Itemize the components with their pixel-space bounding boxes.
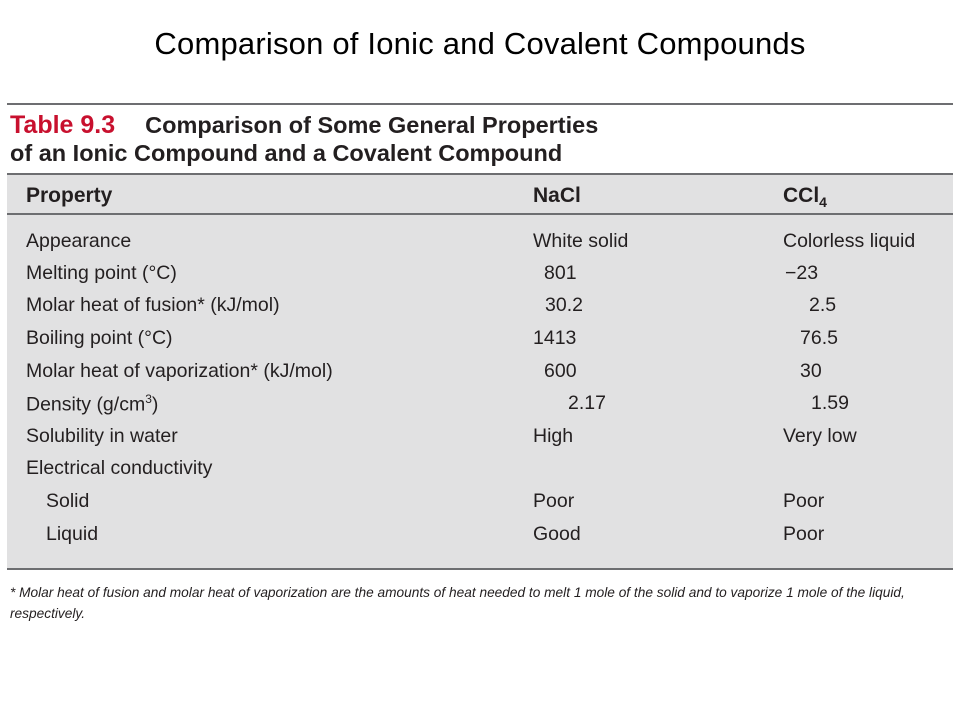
header-bottom-rule <box>7 213 953 215</box>
header-top-rule <box>7 173 953 175</box>
row-solubility-ccl4: Very low <box>783 425 857 447</box>
row-boiling-point-ccl4: 76.5 <box>800 327 838 349</box>
row-density-property <box>26 392 158 417</box>
row-melting-point-property: Melting point (°C) <box>26 262 177 284</box>
row-density-property-superscript: 3 <box>145 392 152 406</box>
table-footnote: * Molar heat of fusion and molar heat of vaporization are the amounts of heat needed to melt 1 mole of the solid and to vaporize 1 mole of the liquid, respectively. <box>10 585 905 621</box>
row-density-property-end: ) <box>151 393 159 416</box>
row-boiling-point-nacl: 1413 <box>533 327 577 349</box>
row-density-ccl4: 1.59 <box>811 392 849 414</box>
row-liquid-property: Liquid <box>46 523 99 545</box>
header-nacl: NaCl <box>533 184 581 207</box>
slide-title: Comparison of Ionic and Covalent Compounds <box>154 26 806 61</box>
row-solid-ccl4: Poor <box>783 490 825 512</box>
row-appearance-property: Appearance <box>26 230 132 252</box>
row-melting-point-nacl: 801 <box>544 262 577 284</box>
row-melting-point-ccl4: −23 <box>785 262 819 284</box>
row-electrical-conductivity-property: Electrical conductivity <box>26 457 213 479</box>
table-caption <box>10 111 598 167</box>
row-appearance-nacl: White solid <box>533 230 629 252</box>
row-solid-property: Solid <box>46 490 90 512</box>
row-heat-of-fusion-nacl: 30.2 <box>545 294 583 316</box>
row-liquid-nacl: Good <box>533 523 581 545</box>
row-liquid-ccl4: Poor <box>783 523 825 545</box>
table-caption-line1: Comparison of Some General Properties <box>145 112 599 138</box>
table-label: Table 9.3 <box>10 111 116 139</box>
row-heat-of-vaporization-property: Molar heat of vaporization* (kJ/mol) <box>26 360 333 382</box>
header-property: Property <box>26 184 113 207</box>
row-heat-of-fusion-ccl4: 2.5 <box>809 294 837 316</box>
row-solubility-property: Solubility in water <box>26 425 178 447</box>
row-boiling-point-property: Boiling point (°C) <box>26 327 173 349</box>
row-solid-nacl: Poor <box>533 490 575 512</box>
row-solubility-nacl: High <box>533 425 574 447</box>
row-heat-of-vaporization-nacl: 600 <box>544 360 577 382</box>
header-ccl4-subscript: 4 <box>819 194 827 211</box>
header-ccl4 <box>783 184 827 210</box>
table-bottom-rule <box>7 568 953 570</box>
row-heat-of-vaporization-ccl4: 30 <box>800 360 822 382</box>
header-ccl4-base: CCl <box>783 184 820 207</box>
row-heat-of-fusion-property: Molar heat of fusion* (kJ/mol) <box>26 294 280 316</box>
table-top-rule <box>7 103 953 105</box>
table-caption-line2: of an Ionic Compound and a Covalent Compound <box>10 140 563 166</box>
row-density-nacl: 2.17 <box>568 392 606 414</box>
row-density-property-base: Density (g/cm <box>26 393 146 416</box>
row-appearance-ccl4: Colorless liquid <box>783 230 916 252</box>
